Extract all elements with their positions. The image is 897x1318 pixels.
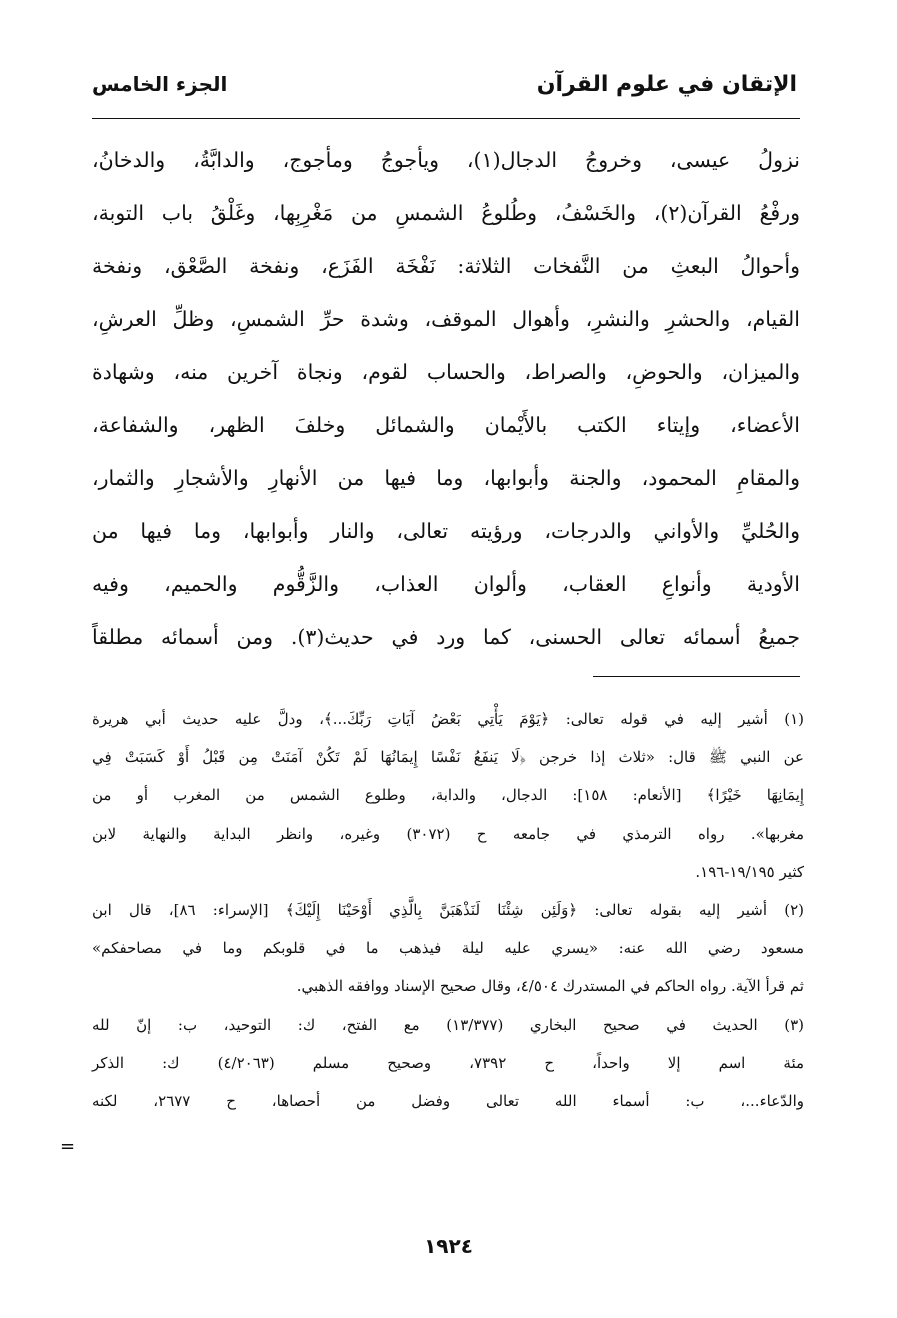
footnote-line: إِيمَانِهَا خَيْرًا﴾ [الأنعام: ١٥٨]: الدجال، والدابة، وطلوع الشمس من المغرب أو من — [92, 786, 804, 805]
text-line: جميعُ أسمائه تعالى الحسنى، كما ورد في حديث(٣). ومن أسمائه مطلقاً — [92, 625, 800, 649]
page-number: ١٩٢٤ — [424, 1234, 473, 1258]
text-line: القيام، والحشرِ والنشرِ، وأهوال الموقف، وشدة حرِّ الشمسِ، وظلِّ العرشِ، — [92, 307, 800, 331]
footnote-line: كثير ١٩/١٩٥-١٩٦. — [695, 862, 804, 881]
footnote-line: (١) أشير إليه في قوله تعالى: ﴿يَوْمَ يَأْتِي بَعْضُ آيَاتِ رَبِّكَ...﴾، ودلَّ عليه حديث أبي هريرة — [92, 710, 804, 728]
footnote-line: مسعود رضي الله عنه: «يسري عليه ليلة فيذهب ما في قلوبكم وما في مصاحفكم» — [92, 939, 804, 958]
footnotes — [92, 700, 804, 1120]
footnote-1 — [92, 700, 804, 891]
text-line: الأودية وأنواعِ العقاب، وألوان العذاب، والزَّقُّوم والحميم، وفيه — [92, 572, 800, 596]
footnote-2 — [92, 891, 804, 1006]
text-line: والمقامِ المحمود، والجنة وأبوابها، وما فيها من الأنهارِ والأشجارِ والثمار، — [92, 466, 800, 490]
footnote-3 — [92, 1006, 804, 1121]
main-text — [92, 134, 800, 664]
footnote-line: (٣) الحديث في صحيح البخاري (١٣/٣٧٧) مع الفتح، ك: التوحيد، ب: إنّ لله — [92, 1015, 804, 1034]
text-line: وأحوالُ البعثِ من النَّفخات الثلاثة: نَفْخَة الفَزَع، ونفخة الصَّعْق، ونفخة — [92, 254, 800, 278]
header-divider — [92, 118, 800, 119]
text-line: والحُليِّ والأواني والدرجات، ورؤيته تعالى، والنار وأبوابها، وما فيها من — [92, 519, 800, 543]
footnote-line: (٢) أشير إليه بقوله تعالى: ﴿وَلَئِن شِئْنَا لَنَذْهَبَنَّ بِالَّذِي أَوْحَيْنَا إِلَيْكَ﴾ [الإسراء: ٨٦]، قال ابن — [92, 901, 804, 920]
footnote-line: ثم قرأ الآية. رواه الحاكم في المستدرك ٤/٥٠٤، وقال صحيح الإسناد ووافقه الذهبي. — [296, 977, 804, 996]
footnote-line: عن النبي ﷺ قال: «ثلاث إذا خرجن ﴿لَا يَنفَعُ نَفْسًا إِيمَانُهَا لَمْ تَكُنْ آمَنَتْ مِن قَبْلُ أَوْ كَسَبَتْ فِي — [92, 748, 804, 767]
book-title: الإتقان في علوم القرآن — [536, 72, 797, 97]
footnote-line: مغربها». رواه الترمذي في جامعه ح (٣٠٧٢) وغيره، وانظر البداية والنهاية لابن — [92, 824, 804, 843]
footnote-divider — [593, 676, 800, 677]
text-line: ورفْعُ القرآن(٢)، والخَسْفُ، وطُلوعُ الشمسِ من مَغْرِبِها، وغَلْقُ باب التوبة، — [92, 201, 800, 225]
text-line: الأعضاء، وإيتاء الكتب بالأَيْمان والشمائل وخلفَ الظهر، والشفاعة، — [92, 413, 800, 437]
continuation-mark: = — [60, 1136, 76, 1157]
footnote-line: مئة اسم إلا واحداً، ح ٧٣٩٢، وصحيح مسلم (٤/٢٠٦٣) ك: الذكر — [92, 1053, 804, 1072]
text-line: والميزان، والحوضِ، والصراط، والحساب لقوم، ونجاة آخرين منه، وشهادة — [92, 360, 800, 384]
footnote-line: والدّعاء...، ب: أسماء الله تعالى وفضل من أحصاها، ح ٢٦٧٧، لكنه — [92, 1092, 804, 1111]
part-title: الجزء الخامس — [92, 72, 228, 96]
text-line: نزولُ عيسى، وخروجُ الدجال(١)، ويأجوجُ ومأجوج، والدابَّةُ، والدخانُ، — [92, 148, 800, 172]
page-header — [92, 72, 797, 112]
